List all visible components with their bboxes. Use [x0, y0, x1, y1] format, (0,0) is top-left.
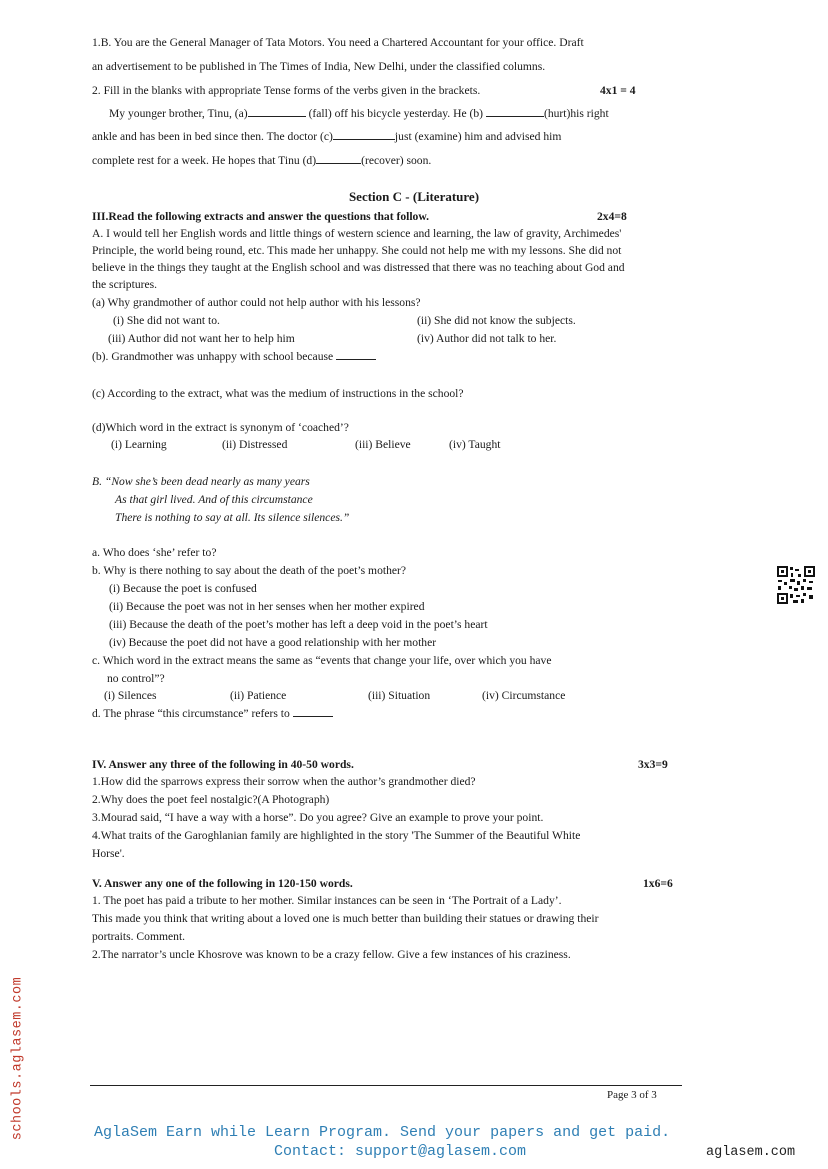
q4-marks: 3x3=9	[638, 758, 668, 771]
page-number: Page 3 of 3	[607, 1089, 657, 1101]
qd-option-3: (iii) Believe	[355, 438, 411, 451]
extract-a-line-4: the scriptures.	[92, 278, 158, 291]
q4-item-1: 1.How did the sparrows express their sorrow when the author’s grandmother died?	[92, 775, 476, 788]
extract-b-line-2: As that girl lived. And of this circumstance	[115, 493, 313, 506]
q2-text-g: (recover) soon.	[361, 154, 432, 167]
q2-marks: 4x1 = 4	[600, 84, 636, 97]
q5-item-2: 2.The narrator’s uncle Khosrove was known to be a crazy fellow. Give a few instances of his craziness.	[92, 948, 571, 961]
bb-option-4: (iv) Because the poet did not have a good relationship with her mother	[109, 636, 437, 649]
q2-paragraph-line-1	[109, 107, 609, 120]
bb-option-3: (iii) Because the death of the poet’s mother has left a deep void in the poet’s heart	[109, 618, 488, 631]
q3-heading: III.Read the following extracts and answer the questions that follow.	[92, 210, 429, 223]
extract-a-line-3: believe in the things they taught at the English school and was distressed that there was no teaching about God and	[92, 261, 625, 274]
question-a: (a) Why grandmother of author could not help author with his lessons?	[92, 296, 421, 309]
bb-option-2: (ii) Because the poet was not in her senses when her mother expired	[109, 600, 425, 613]
footer-rule	[90, 1085, 682, 1086]
q1b-line-1: 1.B. You are the General Manager of Tata Motors. You need a Chartered Accountant for your office. Draft	[92, 36, 584, 49]
bc-option-1: (i) Silences	[104, 689, 157, 702]
q2-text-a: My younger brother, Tinu, (a)	[109, 107, 248, 120]
q4-item-2: 2.Why does the poet feel nostalgic?(A Photograph)	[92, 793, 330, 806]
bc-option-3: (iii) Situation	[368, 689, 431, 702]
q4-item-4-cont: Horse'.	[92, 847, 125, 860]
blank-question-b[interactable]	[336, 350, 376, 360]
qa-option-3: (iii) Author did not want her to help him	[108, 332, 295, 345]
q4-heading: IV. Answer any three of the following in 40-50 words.	[92, 758, 354, 771]
question-b-c-line-2: no control”?	[107, 672, 165, 685]
question-b-d	[92, 707, 333, 720]
extract-a-line-2: Principle, the world being round, etc. This made her unhappy. She could not help me with my lessons. She did not	[92, 244, 622, 257]
q2-text-c: (hurt)his right	[543, 107, 609, 120]
bc-option-4: (iv) Circumstance	[482, 689, 566, 702]
q2-text-e: just (examine) him and advised him	[394, 130, 562, 143]
question-b-d-text: d. The phrase “this circumstance” refers to	[92, 707, 290, 720]
q2-heading: 2. Fill in the blanks with appropriate Tense forms of the verbs given in the brackets.	[92, 84, 481, 97]
bc-option-2: (ii) Patience	[230, 689, 287, 702]
q2-text-f: complete rest for a week. He hopes that Tinu (d)	[92, 154, 317, 167]
q1b-line-2: an advertisement to be published in The Times of India, New Delhi, under the classified columns.	[92, 60, 546, 73]
q4-item-4: 4.What traits of the Garoghlanian family are highlighted in the story 'The Summer of the Beautiful White	[92, 829, 581, 842]
blank-question-b-d[interactable]	[293, 707, 333, 717]
question-b-b: b. Why is there nothing to say about the death of the poet’s mother?	[92, 564, 407, 577]
blank-c[interactable]	[333, 130, 395, 140]
qd-option-2: (ii) Distressed	[222, 438, 288, 451]
qd-option-1: (i) Learning	[111, 438, 167, 451]
q2-paragraph-line-2	[92, 130, 561, 143]
qd-option-4: (iv) Taught	[449, 438, 501, 451]
q2-paragraph-line-3	[92, 154, 431, 167]
qr-code	[776, 565, 816, 605]
qa-option-1: (i) She did not want to.	[113, 314, 220, 327]
bb-option-1: (i) Because the poet is confused	[109, 582, 257, 595]
promo-contact[interactable]: Contact: support@aglasem.com	[274, 1143, 527, 1160]
question-b	[92, 350, 376, 363]
side-watermark	[6, 965, 26, 1158]
blank-b[interactable]	[486, 107, 544, 117]
q5-marks: 1x6=6	[643, 877, 673, 890]
q2-text-d: ankle and has been in bed since then. The doctor (c)	[92, 130, 333, 143]
extract-a-line-1: A. I would tell her English words and little things of western science and learning, the law of gravity, Archimedes'	[92, 227, 622, 240]
q3-marks: 2x4=8	[597, 210, 627, 223]
qa-option-2: (ii) She did not know the subjects.	[417, 314, 576, 327]
q2-text-b: (fall) off his bicycle yesterday. He (b)	[308, 107, 484, 120]
q4-item-3: 3.Mourad said, “I have a way with a horse”. Do you agree? Give an example to prove your point.	[92, 811, 544, 824]
qr-code-icon	[776, 565, 816, 605]
q5-item-1: 1. The poet has paid a tribute to her mother. Similar instances can be seen in ‘The Portrait of a Lady’.	[92, 894, 562, 907]
q5-item-1-cont-1: This made you think that writing about a loved one is much better than building their statues or drawing their	[92, 912, 599, 925]
blank-a[interactable]	[248, 107, 306, 117]
question-b-c-line-1: c. Which word in the extract means the same as “events that change your life, over which you have	[92, 654, 552, 667]
q5-item-1-cont-2: portraits. Comment.	[92, 930, 186, 943]
promo-line-1: AglaSem Earn while Learn Program. Send your papers and get paid.	[94, 1124, 671, 1141]
question-d: (d)Which word in the extract is synonym of ‘coached’?	[92, 421, 349, 434]
section-title: Section C - (Literature)	[348, 189, 480, 204]
question-b-text: (b). Grandmother was unhappy with school because	[92, 350, 334, 363]
extract-b-line-1: B. “Now she’s been dead nearly as many years	[92, 475, 310, 488]
q5-heading: V. Answer any one of the following in 120-150 words.	[92, 877, 353, 890]
extract-b-line-3: There is nothing to say at all. Its silence silences.”	[115, 511, 350, 524]
blank-d[interactable]	[316, 154, 361, 164]
site-link[interactable]: aglasem.com	[706, 1145, 796, 1160]
side-watermark-text: schools.aglasem.com	[10, 976, 26, 1141]
question-c: (c) According to the extract, what was the medium of instructions in the school?	[92, 387, 464, 400]
question-b-a: a. Who does ‘she’ refer to?	[92, 546, 217, 559]
qa-option-4: (iv) Author did not talk to her.	[417, 332, 557, 345]
